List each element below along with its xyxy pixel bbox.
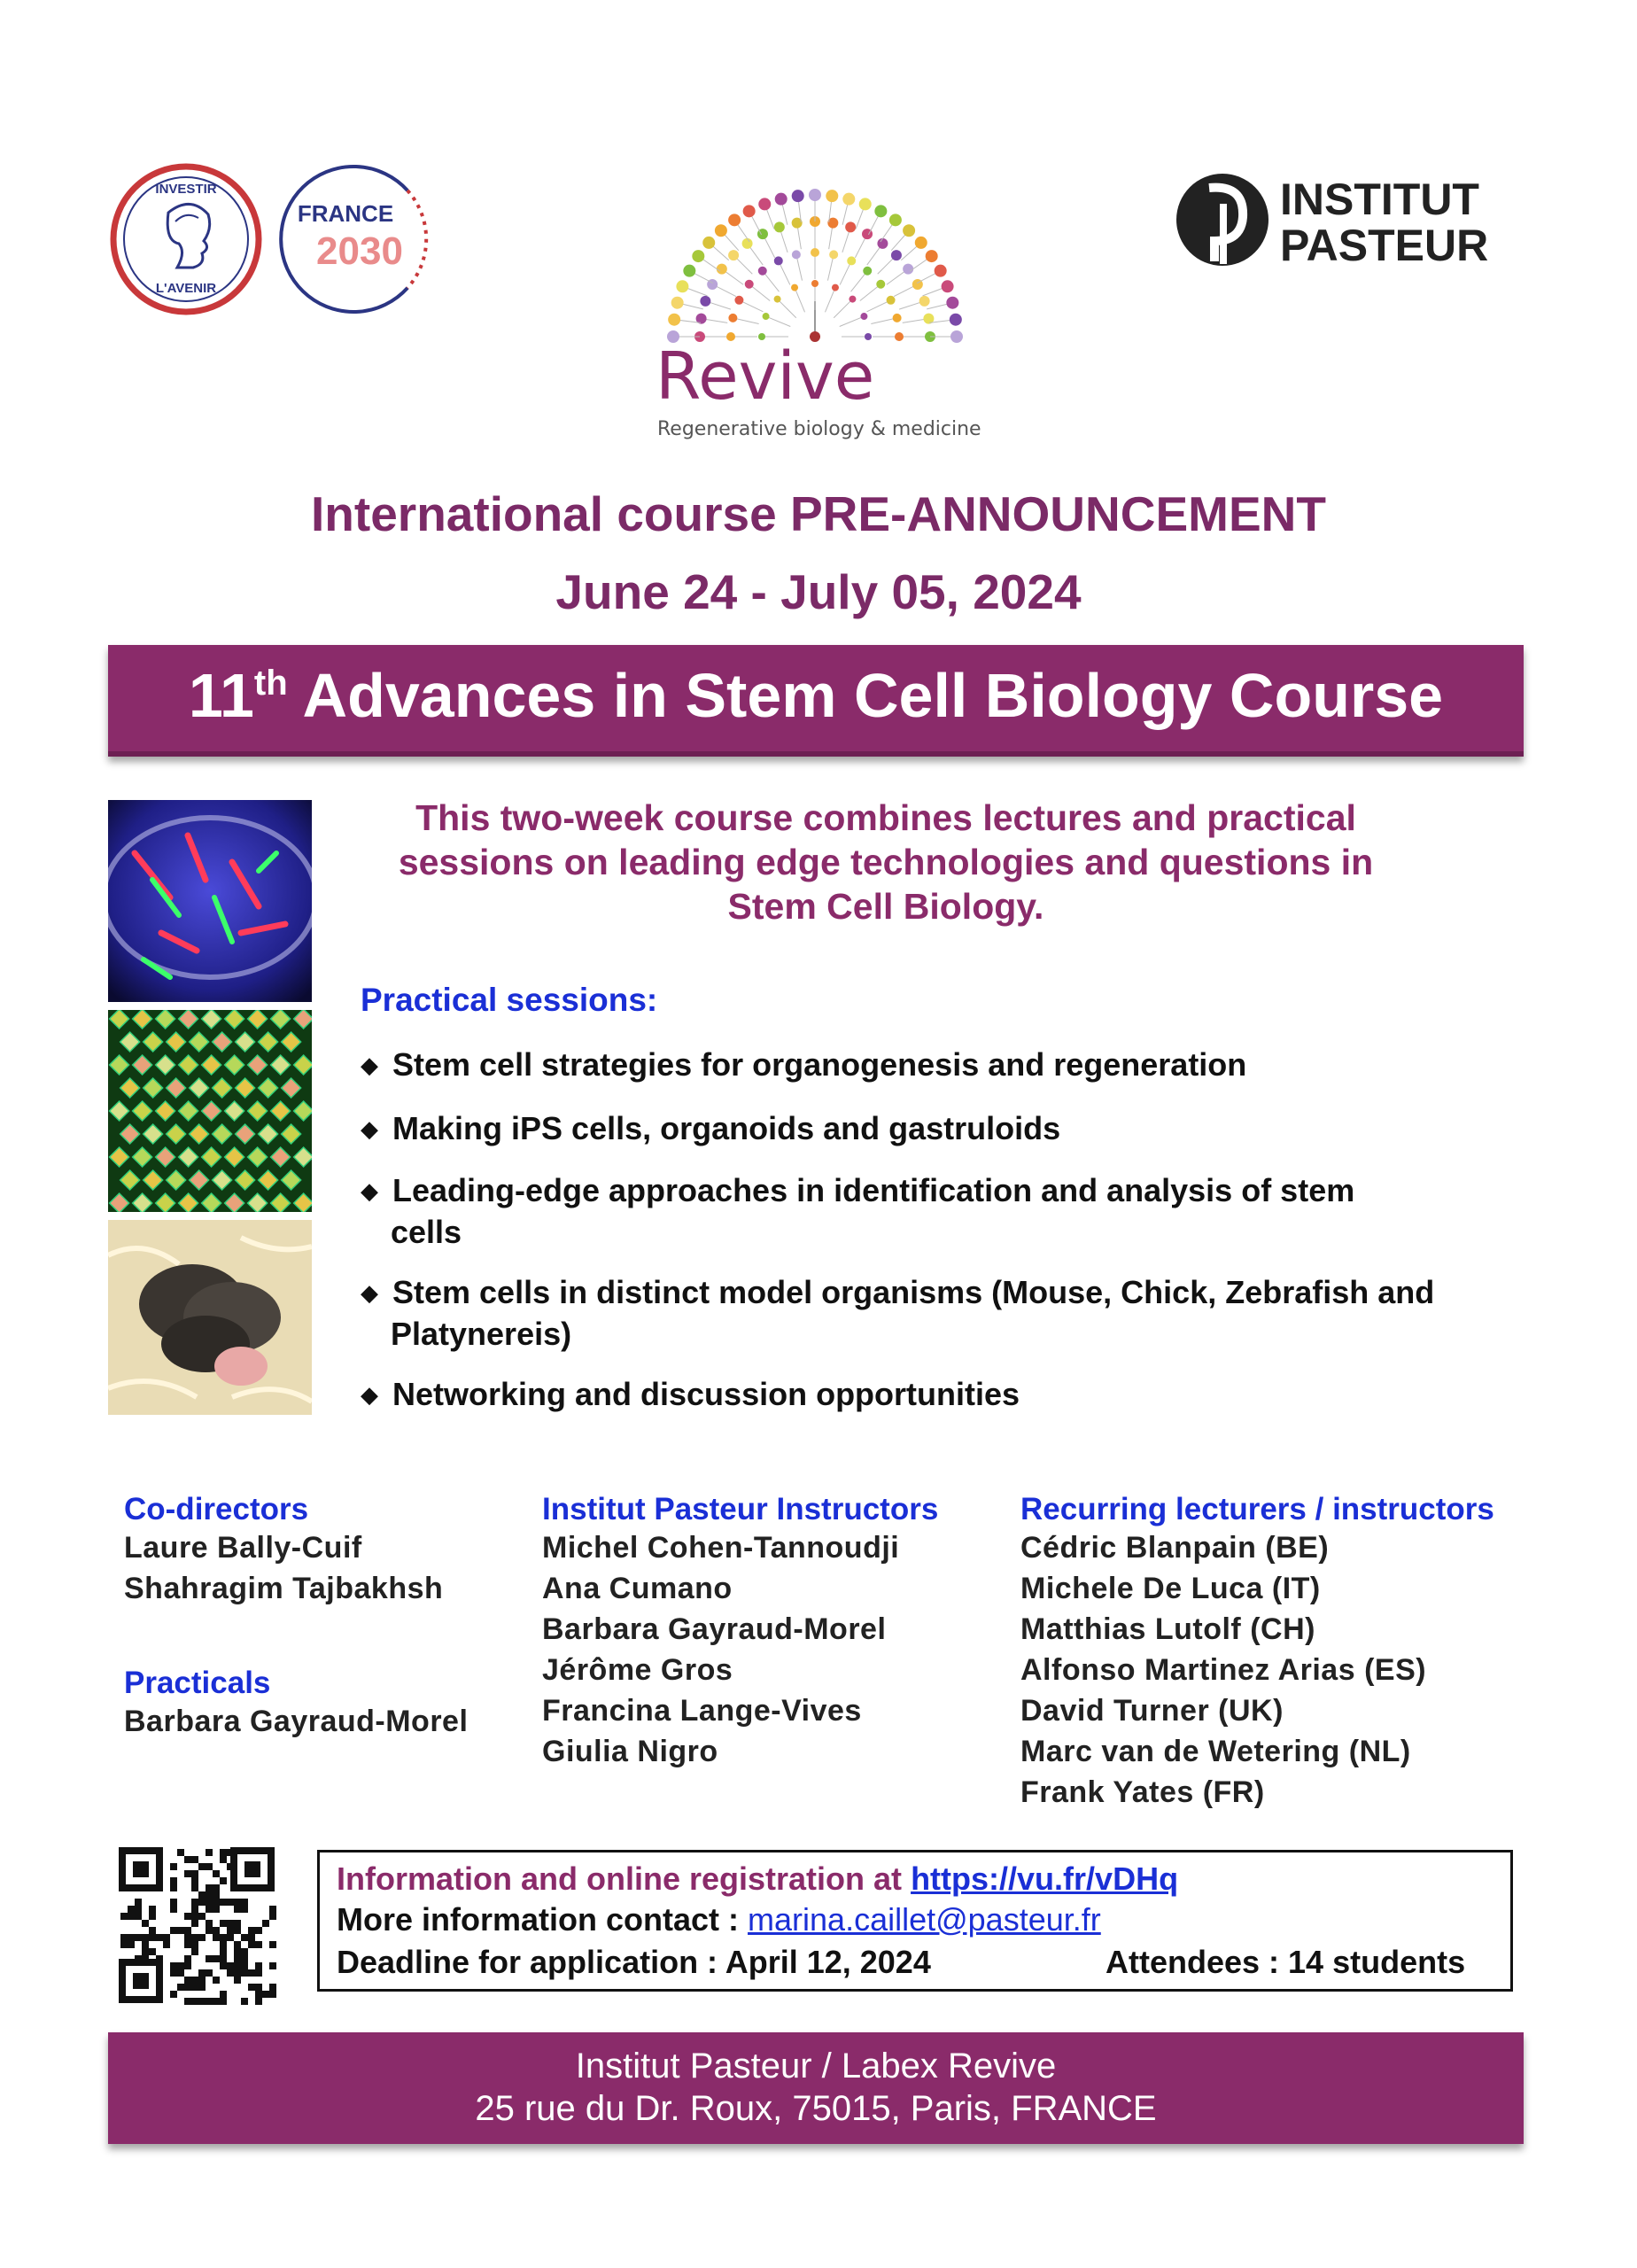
person-name: Francina Lange-Vives: [542, 1694, 862, 1728]
title-ordinal: 11: [188, 661, 254, 730]
cell-tissue-microscopy-image: [108, 1010, 312, 1212]
person-name: Giulia Nigro: [542, 1735, 718, 1768]
diamond-bullet-icon: ◆: [361, 1279, 378, 1306]
person-name: Alfonso Martinez Arias (ES): [1020, 1653, 1427, 1687]
svg-text:2030: 2030: [316, 229, 403, 273]
intro-line: sessions on leading edge technologies and questions in: [398, 842, 1374, 882]
person-name: Barbara Gayraud-Morel: [124, 1705, 469, 1738]
contact-line: [337, 1901, 1101, 1938]
person-name: Barbara Gayraud-Morel: [542, 1612, 887, 1646]
investir-avenir-logo: [106, 159, 266, 319]
footer-banner: [108, 2032, 1524, 2144]
list-item: ◆ Leading-edge approaches in identification and analysis of stem cells: [361, 1172, 1355, 1250]
registration-link[interactable]: https://vu.fr/vDHq: [911, 1860, 1179, 1897]
person-name: Michel Cohen-Tannoudji: [542, 1531, 900, 1565]
svg-text:PASTEUR: PASTEUR: [1280, 221, 1489, 270]
person-name: Cédric Blanpain (BE): [1020, 1531, 1330, 1565]
instructors-heading: Institut Pasteur Instructors: [542, 1492, 939, 1526]
attendees-text: Attendees : 14 students: [1106, 1944, 1466, 1980]
codirectors-section: [124, 1492, 443, 1609]
diamond-bullet-icon: ◆: [361, 1381, 378, 1408]
person-name: Frank Yates (FR): [1020, 1775, 1265, 1809]
contact-label: More information contact :: [337, 1901, 740, 1938]
person-name: Shahragim Tajbakhsh: [124, 1572, 444, 1605]
list-item: ◆ Networking and discussion opportunities: [361, 1376, 1020, 1412]
contact-email-link[interactable]: marina.caillet@pasteur.fr: [748, 1901, 1101, 1938]
course-description: [354, 796, 1417, 928]
svg-text:INSTITUT: INSTITUT: [1280, 175, 1479, 224]
registration-label: Information and online registration at: [337, 1860, 903, 1897]
person-name: David Turner (UK): [1020, 1694, 1284, 1728]
list-item: ◆ Stem cell strategies for organogenesis and regeneration: [361, 1046, 1247, 1083]
deadline-text: Deadline for application : April 12, 2024: [337, 1944, 931, 1980]
person-name: Laure Bally-Cuif: [124, 1531, 362, 1565]
person-name: Matthias Lutolf (CH): [1020, 1612, 1315, 1646]
list-item: ◆ Making iPS cells, organoids and gastruloids: [361, 1110, 1061, 1146]
svg-text:L'AVENIR: L'AVENIR: [155, 281, 217, 296]
practical-sessions-heading: Practical sessions:: [361, 982, 658, 1018]
practicals-heading: Practicals: [124, 1666, 271, 1700]
instructors-section: [542, 1492, 938, 1772]
person-name: Jérôme Gros: [542, 1653, 733, 1687]
list-item: ◆ Stem cells in distinct model organisms (Mouse, Chick, Zebrafish and Platynereis): [361, 1274, 1435, 1352]
revive-logo: [638, 182, 992, 447]
svg-text:INVESTIR: INVESTIR: [155, 182, 217, 197]
intro-line: Stem Cell Biology.: [727, 886, 1044, 927]
intro-line: This two-week course combines lectures and practical: [415, 797, 1356, 838]
lecturers-section: [1020, 1492, 1494, 1813]
diamond-bullet-icon: ◆: [361, 1052, 378, 1078]
person-name: Marc van de Wetering (NL): [1020, 1735, 1411, 1768]
footer-line: Institut Pasteur / Labex Revive: [575, 2047, 1057, 2085]
fluorescence-microscopy-image: [108, 800, 312, 1002]
svg-text:Regenerative biology & medicin: Regenerative biology & medicine: [657, 418, 981, 440]
course-dates: June 24 - July 05, 2024: [555, 564, 1082, 619]
diamond-bullet-icon: ◆: [361, 1115, 378, 1142]
registration-line: [337, 1860, 1178, 1898]
title-banner: [108, 645, 1524, 757]
svg-text:FRANCE: FRANCE: [297, 200, 394, 227]
title-text: Advances in Stem Cell Biology Course: [302, 661, 1444, 730]
codirectors-heading: Co-directors: [124, 1492, 309, 1526]
svg-text:Revive: Revive: [656, 338, 875, 415]
newborn-mice-photo: [108, 1220, 312, 1415]
qr-code[interactable]: [117, 1845, 276, 2005]
france-2030-logo: [275, 159, 443, 319]
institut-pasteur-logo: [1174, 168, 1528, 275]
lecturers-heading: Recurring lecturers / instructors: [1020, 1492, 1494, 1526]
pre-announcement-heading: International course PRE-ANNOUNCEMENT: [311, 486, 1326, 541]
course-title: [108, 640, 1524, 751]
diamond-bullet-icon: ◆: [361, 1177, 378, 1204]
footer-line: 25 rue du Dr. Roux, 75015, Paris, FRANCE: [475, 2089, 1157, 2128]
person-name: Michele De Luca (IT): [1020, 1572, 1321, 1605]
person-name: Ana Cumano: [542, 1572, 733, 1605]
practicals-section: [124, 1666, 468, 1742]
title-ordinal-suffix: th: [253, 664, 288, 703]
